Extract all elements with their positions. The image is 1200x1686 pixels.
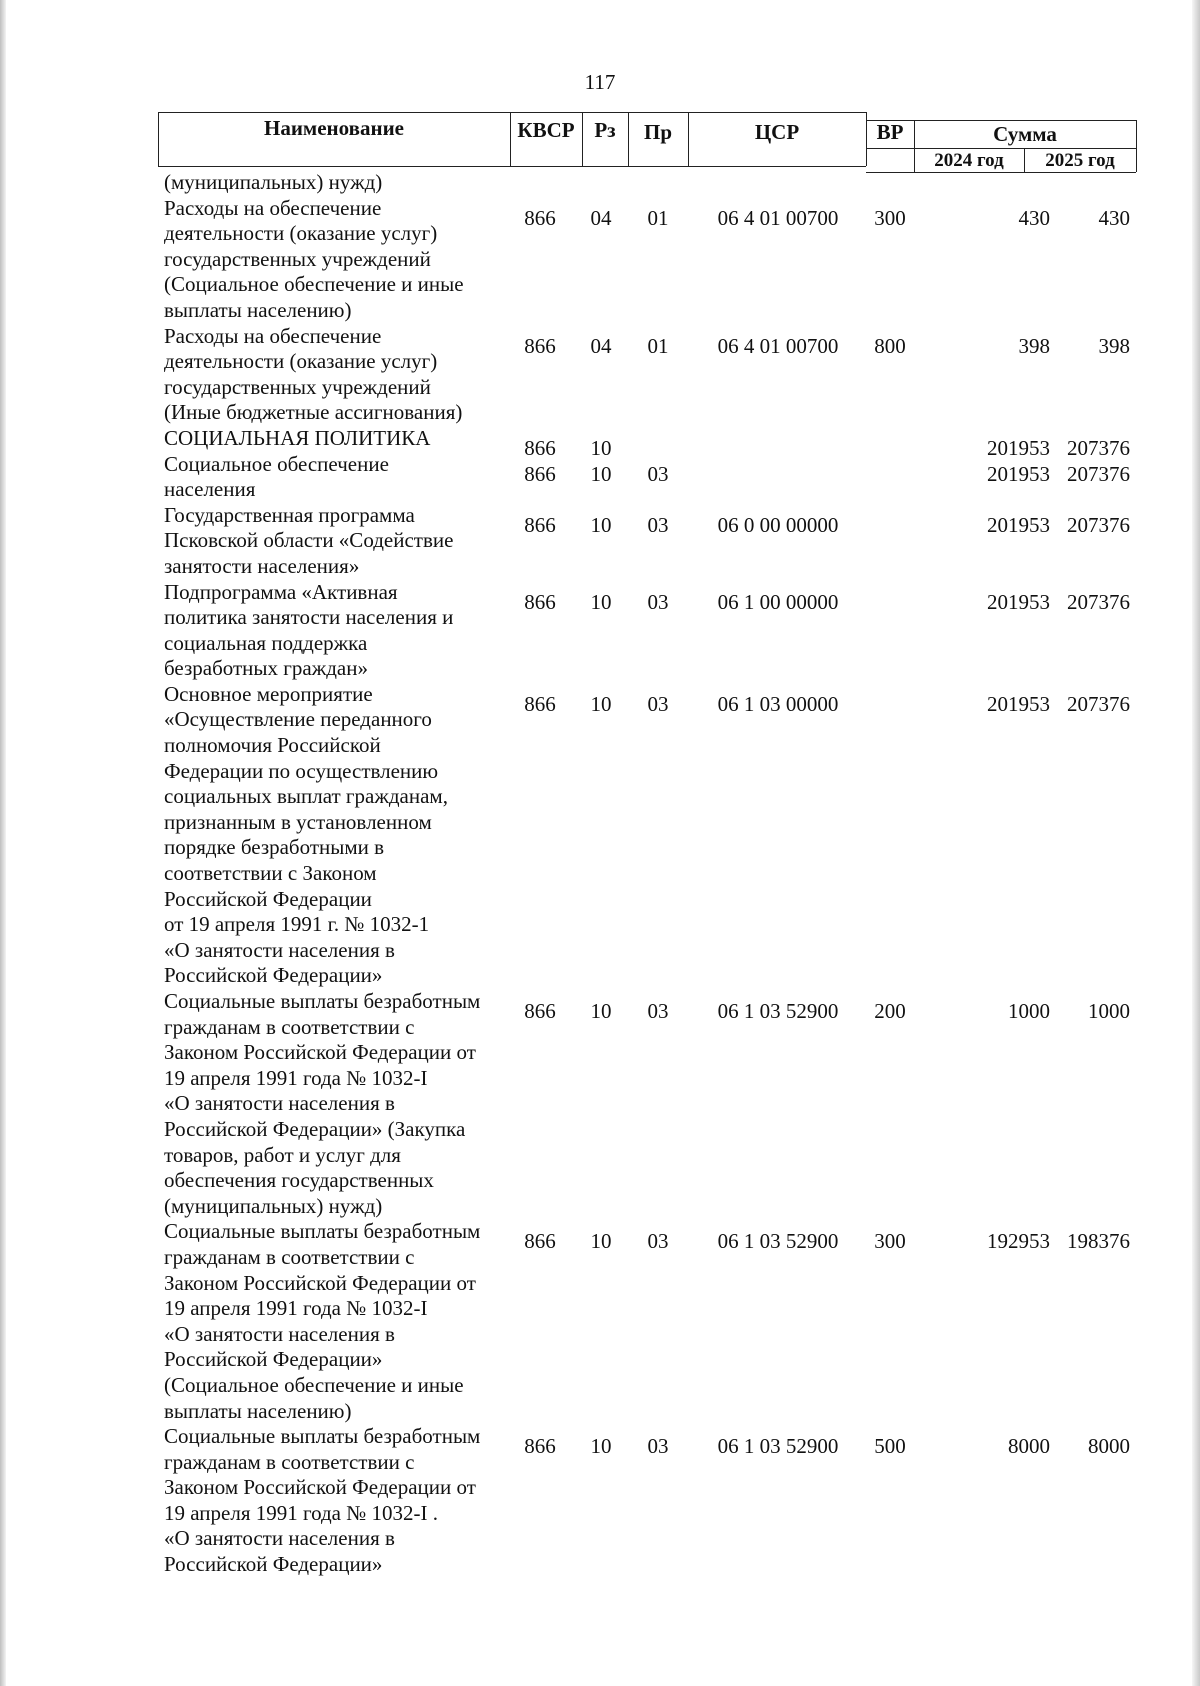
cell-vr: 200 [874, 999, 906, 1023]
cell-rz: 10 [590, 435, 612, 460]
cell-sum-2025: 207376 [1067, 512, 1130, 537]
cell-name: СОЦИАЛЬНАЯ ПОЛИТИКА [164, 425, 431, 450]
cell-sum-2025: 1000 [1088, 999, 1130, 1023]
cell-pr: 03 [647, 999, 669, 1023]
cell-kvsr: 866 [524, 589, 556, 614]
cell-csr: 06 4 01 00700 [717, 333, 839, 358]
table-row [158, 170, 1136, 196]
table-body [158, 170, 1136, 1578]
header-top-border [158, 112, 866, 113]
cell-pr: 03 [647, 589, 669, 614]
header-vr: ВР [876, 120, 904, 144]
cell-pr: 03 [647, 512, 669, 537]
cell-sum-2024: 201953 [987, 589, 1050, 614]
cell-name: Основное мероприятие «Осуществление переданного полномочия Российской Федерации по осуществлению социальных выплат гражданам, признанным в установленном порядке безработными в соответствии с Законом Российской Федерации от 19 апреля 1991 г. № 1032-1 «О занятости населения в Российской Федерации» [164, 681, 448, 988]
scan-edge-right [1192, 0, 1200, 1686]
header-rz: Рз [594, 118, 616, 142]
header-name: Наименование [264, 116, 404, 140]
cell-kvsr: 866 [524, 999, 556, 1023]
cell-csr: 06 4 01 00700 [717, 205, 839, 230]
cell-name: (муниципальных) нужд) [164, 170, 383, 194]
cell-rz: 10 [590, 691, 612, 716]
cell-csr: 06 1 03 52900 [717, 1229, 839, 1254]
cell-csr: 06 1 00 00000 [717, 589, 839, 614]
cell-rz: 04 [590, 205, 612, 230]
cell-sum-2024: 1000 [1008, 999, 1050, 1023]
cell-pr: 03 [647, 1229, 669, 1254]
header-bottom-border [158, 166, 866, 167]
header-csr: ЦСР [754, 120, 800, 144]
cell-kvsr: 866 [524, 435, 556, 460]
table-row [158, 196, 1136, 324]
cell-name: Социальное обеспечение населения [164, 451, 389, 502]
cell-rz: 10 [590, 589, 612, 614]
cell-sum-2025: 8000 [1088, 1434, 1130, 1459]
cell-name: Государственная программа Псковской области «Содействие занятости населения» [164, 502, 454, 578]
cell-sum-2024: 201953 [987, 461, 1050, 486]
cell-sum-2024: 430 [1018, 205, 1050, 230]
cell-sum-2025: 207376 [1067, 461, 1130, 486]
table-row [158, 1219, 1136, 1424]
header-sum-divider [866, 148, 1136, 149]
table-row [158, 324, 1136, 426]
cell-csr: 06 1 03 52900 [717, 1434, 839, 1459]
header-year-2024: 2024 год [934, 150, 1004, 171]
table-row [158, 682, 1136, 989]
table-row [158, 425, 1136, 460]
table-row [158, 580, 1136, 682]
header-pr: Пр [643, 120, 672, 144]
cell-pr: 03 [647, 461, 669, 486]
header-sum: Сумма [993, 122, 1057, 146]
cell-vr: 300 [874, 1229, 906, 1254]
cell-sum-2024: 201953 [987, 691, 1050, 716]
cell-kvsr: 866 [524, 333, 556, 358]
cell-rz: 04 [590, 333, 612, 358]
cell-name: Социальные выплаты безработным гражданам в соответствии с Законом Российской Федерации от 19 апреля 1991 года № 1032-I «О занятости населения в Российской Федерации» (Социальное обеспечение и иные выплаты населению) [164, 1219, 481, 1423]
cell-csr: 06 1 03 52900 [717, 999, 839, 1023]
cell-rz: 10 [590, 1229, 612, 1254]
cell-vr: 800 [874, 333, 906, 358]
header-year-2025: 2025 год [1045, 150, 1115, 171]
cell-kvsr: 866 [524, 691, 556, 716]
cell-sum-2025: 430 [1098, 205, 1130, 230]
cell-sum-2025: 198376 [1067, 1229, 1130, 1254]
cell-vr: 300 [874, 205, 906, 230]
cell-kvsr: 866 [524, 205, 556, 230]
cell-pr: 03 [647, 1434, 669, 1459]
scan-edge-left [0, 0, 6, 1686]
cell-name: Расходы на обеспечение деятельности (оказание услуг) государственных учреждений (Иные бюджетные ассигнования) [164, 323, 463, 425]
cell-sum-2024: 201953 [987, 512, 1050, 537]
table-header [158, 112, 1136, 171]
cell-sum-2025: 207376 [1067, 589, 1130, 614]
table-row [158, 1424, 1136, 1578]
cell-pr: 01 [647, 205, 669, 230]
cell-sum-2024: 192953 [987, 1229, 1050, 1254]
table-row [158, 503, 1136, 580]
cell-rz: 10 [590, 1434, 612, 1459]
cell-rz: 10 [590, 461, 612, 486]
cell-name: Социальные выплаты безработным гражданам в соответствии с Законом Российской Федерации от 19 апреля 1991 года № 1032-I «О занятости населения в Российской Федерации» (Закупка товаров, работ и услуг для обеспечения государственных (муниципальных) нужд) [164, 989, 481, 1218]
cell-kvsr: 866 [524, 512, 556, 537]
cell-rz: 10 [590, 512, 612, 537]
cell-kvsr: 866 [524, 1434, 556, 1459]
cell-sum-2025: 207376 [1067, 435, 1130, 460]
cell-sum-2024: 398 [1018, 333, 1050, 358]
cell-kvsr: 866 [524, 1229, 556, 1254]
cell-pr: 03 [647, 691, 669, 716]
cell-sum-2024: 201953 [987, 435, 1050, 460]
cell-name: Расходы на обеспечение деятельности (оказание услуг) государственных учреждений (Социальное обеспечение и иные выплаты населению) [164, 195, 464, 322]
cell-sum-2024: 8000 [1008, 1434, 1050, 1459]
header-vline [1136, 120, 1137, 172]
cell-rz: 10 [590, 999, 612, 1023]
table-row [158, 452, 1136, 503]
table-row [158, 989, 1136, 1219]
cell-csr: 06 0 00 00000 [717, 512, 839, 537]
cell-sum-2025: 398 [1098, 333, 1130, 358]
header-kvsr: КВСР [517, 118, 575, 142]
cell-csr: 06 1 03 00000 [717, 691, 839, 716]
cell-vr: 500 [874, 1434, 906, 1459]
cell-name: Подпрограмма «Активная политика занятости населения и социальная поддержка безработных граждан» [164, 579, 454, 681]
cell-pr: 01 [647, 333, 669, 358]
cell-sum-2025: 207376 [1067, 691, 1130, 716]
cell-name: Социальные выплаты безработным гражданам в соответствии с Законом Российской Федерации от 19 апреля 1991 года № 1032-I . «О занятости населения в Российской Федерации» [164, 1424, 481, 1577]
page-number: 117 [584, 70, 616, 94]
cell-kvsr: 866 [524, 461, 556, 486]
